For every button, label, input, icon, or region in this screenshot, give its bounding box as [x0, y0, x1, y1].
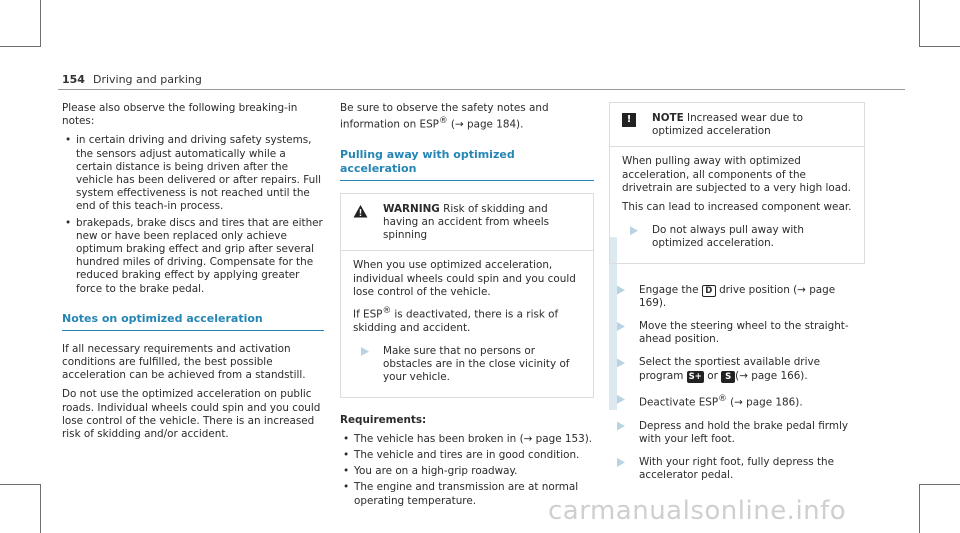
text: If ESP — [353, 308, 383, 321]
section-heading: Notes on optimized acceleration — [62, 311, 263, 325]
left-column — [62, 102, 324, 447]
page-number: 154 — [62, 73, 85, 86]
requirements-label: Requirements: — [340, 413, 427, 426]
list-item: • You are on a high-grip roadway. — [340, 465, 594, 478]
text: Select the sportiest available drive program — [639, 356, 820, 382]
step — [609, 356, 865, 382]
crop-mark — [0, 484, 41, 485]
watermark: carmanualsonline.info — [548, 496, 847, 526]
heading-rule — [340, 180, 594, 181]
step — [609, 284, 865, 310]
step-text: With your right foot, fully depress the accelerator pedal. — [639, 455, 835, 482]
step-arrow-icon — [617, 286, 625, 295]
step-arrow-icon — [617, 395, 625, 404]
list-item: • The vehicle has been broken in (→ page 153). — [340, 433, 594, 446]
registered-mark: ® — [382, 306, 392, 317]
crop-mark — [40, 0, 41, 46]
drive-position-key-icon: D — [702, 285, 716, 297]
page-link[interactable]: (→ page 186). — [726, 396, 803, 409]
step-arrow-icon — [617, 322, 625, 331]
warning-triangle-icon — [353, 204, 369, 222]
step — [609, 420, 865, 446]
paragraph: If all necessary requirements and activation conditions are fulfilled, the best possible acceleration can be achieved from a standstill. — [62, 342, 306, 382]
note-box — [609, 102, 865, 264]
warning-header — [341, 194, 593, 252]
step-text — [639, 393, 803, 410]
step-text: Do not always pull away with optimized acceleration. — [652, 224, 804, 250]
step — [353, 345, 583, 385]
right-column — [609, 102, 865, 486]
warning-body — [341, 251, 593, 396]
esp-reference-text: Be sure to observe the safety notes and information on ESP — [340, 102, 549, 131]
middle-column — [340, 102, 594, 514]
note-body — [610, 147, 864, 262]
step-arrow-icon — [617, 422, 625, 431]
breaking-in-intro: Please also observe the following breaking-in notes: — [62, 102, 298, 128]
paragraph: This can lead to increased component wear. — [622, 201, 852, 214]
step-text: Make sure that no persons or obstacles are in the close vicinity of your vehicle. — [383, 344, 570, 384]
list-item: • in certain driving and driving safety systems, the sensors adjust automatically while a certain distance is being driven after the vehicle has been delivered or after repairs. Full system effectiveness is not reached until the end of this teach-in process. — [62, 134, 324, 213]
note-icon: ! — [622, 113, 638, 127]
paragraph — [353, 305, 583, 335]
breaking-in-list — [62, 134, 324, 295]
step-text: Move the steering wheel to the straight-ahead position. — [639, 320, 849, 346]
section-title: Driving and parking — [92, 73, 202, 86]
note-title: Increased wear due to optimized acceleration — [652, 112, 804, 138]
list-item: • The engine and transmission are at normal operating temperature. — [340, 481, 594, 507]
crop-mark — [0, 46, 41, 47]
section-heading: Pulling away with optimized acceleration — [340, 147, 515, 175]
page-link[interactable]: drive position (→ page 169). — [639, 283, 836, 309]
crop-mark — [40, 484, 41, 533]
step-arrow-icon — [630, 226, 638, 235]
paragraph: Do not use the optimized acceleration on public roads. Individual wheels could spin and you could lose control of the vehicle. There is an increased risk of skidding and/or accident. — [62, 388, 321, 441]
crop-mark — [919, 0, 920, 46]
step-text — [639, 356, 865, 382]
procedure-steps — [609, 284, 865, 483]
step — [622, 224, 854, 250]
esp-reference — [340, 102, 594, 132]
step — [609, 456, 865, 482]
text: Engage the — [639, 283, 702, 296]
crop-mark — [919, 46, 960, 47]
text: is deactivated, there is a risk of skidding and accident. — [353, 308, 559, 334]
text: Deactivate ESP — [639, 396, 719, 409]
heading-rule — [62, 330, 324, 331]
list-item: • The vehicle and tires are in good condition. — [340, 449, 594, 462]
step — [609, 320, 865, 346]
warning-title: Risk of skidding and having an accident from wheels spinning — [383, 202, 550, 242]
step-text — [639, 284, 865, 310]
text: or — [703, 369, 722, 382]
page-link[interactable]: (→ page 184). — [447, 118, 524, 131]
step-arrow-icon — [361, 347, 369, 356]
paragraph: When you use optimized acceleration, individual wheels could spin and you could lose control of the vehicle. — [353, 259, 576, 298]
crop-mark — [919, 484, 920, 533]
sport-plus-key-icon: S+ — [688, 371, 702, 382]
warning-box — [340, 193, 594, 398]
step-arrow-icon — [617, 458, 625, 467]
registered-mark: ® — [438, 116, 448, 127]
step — [609, 393, 865, 410]
running-header — [62, 73, 202, 86]
crop-mark — [919, 484, 960, 485]
step-text: Depress and hold the brake pedal firmly with your left foot. — [639, 419, 848, 445]
page-link[interactable]: (→ page 166). — [735, 369, 808, 382]
note-label: NOTE — [652, 112, 684, 124]
list-item: • brakepads, brake discs and tires that are either new or have been replaced only achieve optimum braking effect and grip after several hundred miles of driving. Compensate for the reduced braking effect by applying greater force to the brake pedal. — [62, 217, 324, 296]
registered-mark: ® — [718, 393, 727, 404]
header-divider — [58, 89, 905, 90]
note-header — [610, 103, 864, 147]
sport-key-icon: S — [721, 371, 735, 383]
paragraph: When pulling away with optimized acceleration, all components of the drivetrain are subjected to a very high load. — [622, 155, 851, 194]
step-arrow-icon — [617, 358, 625, 367]
warning-label: WARNING — [383, 202, 440, 215]
